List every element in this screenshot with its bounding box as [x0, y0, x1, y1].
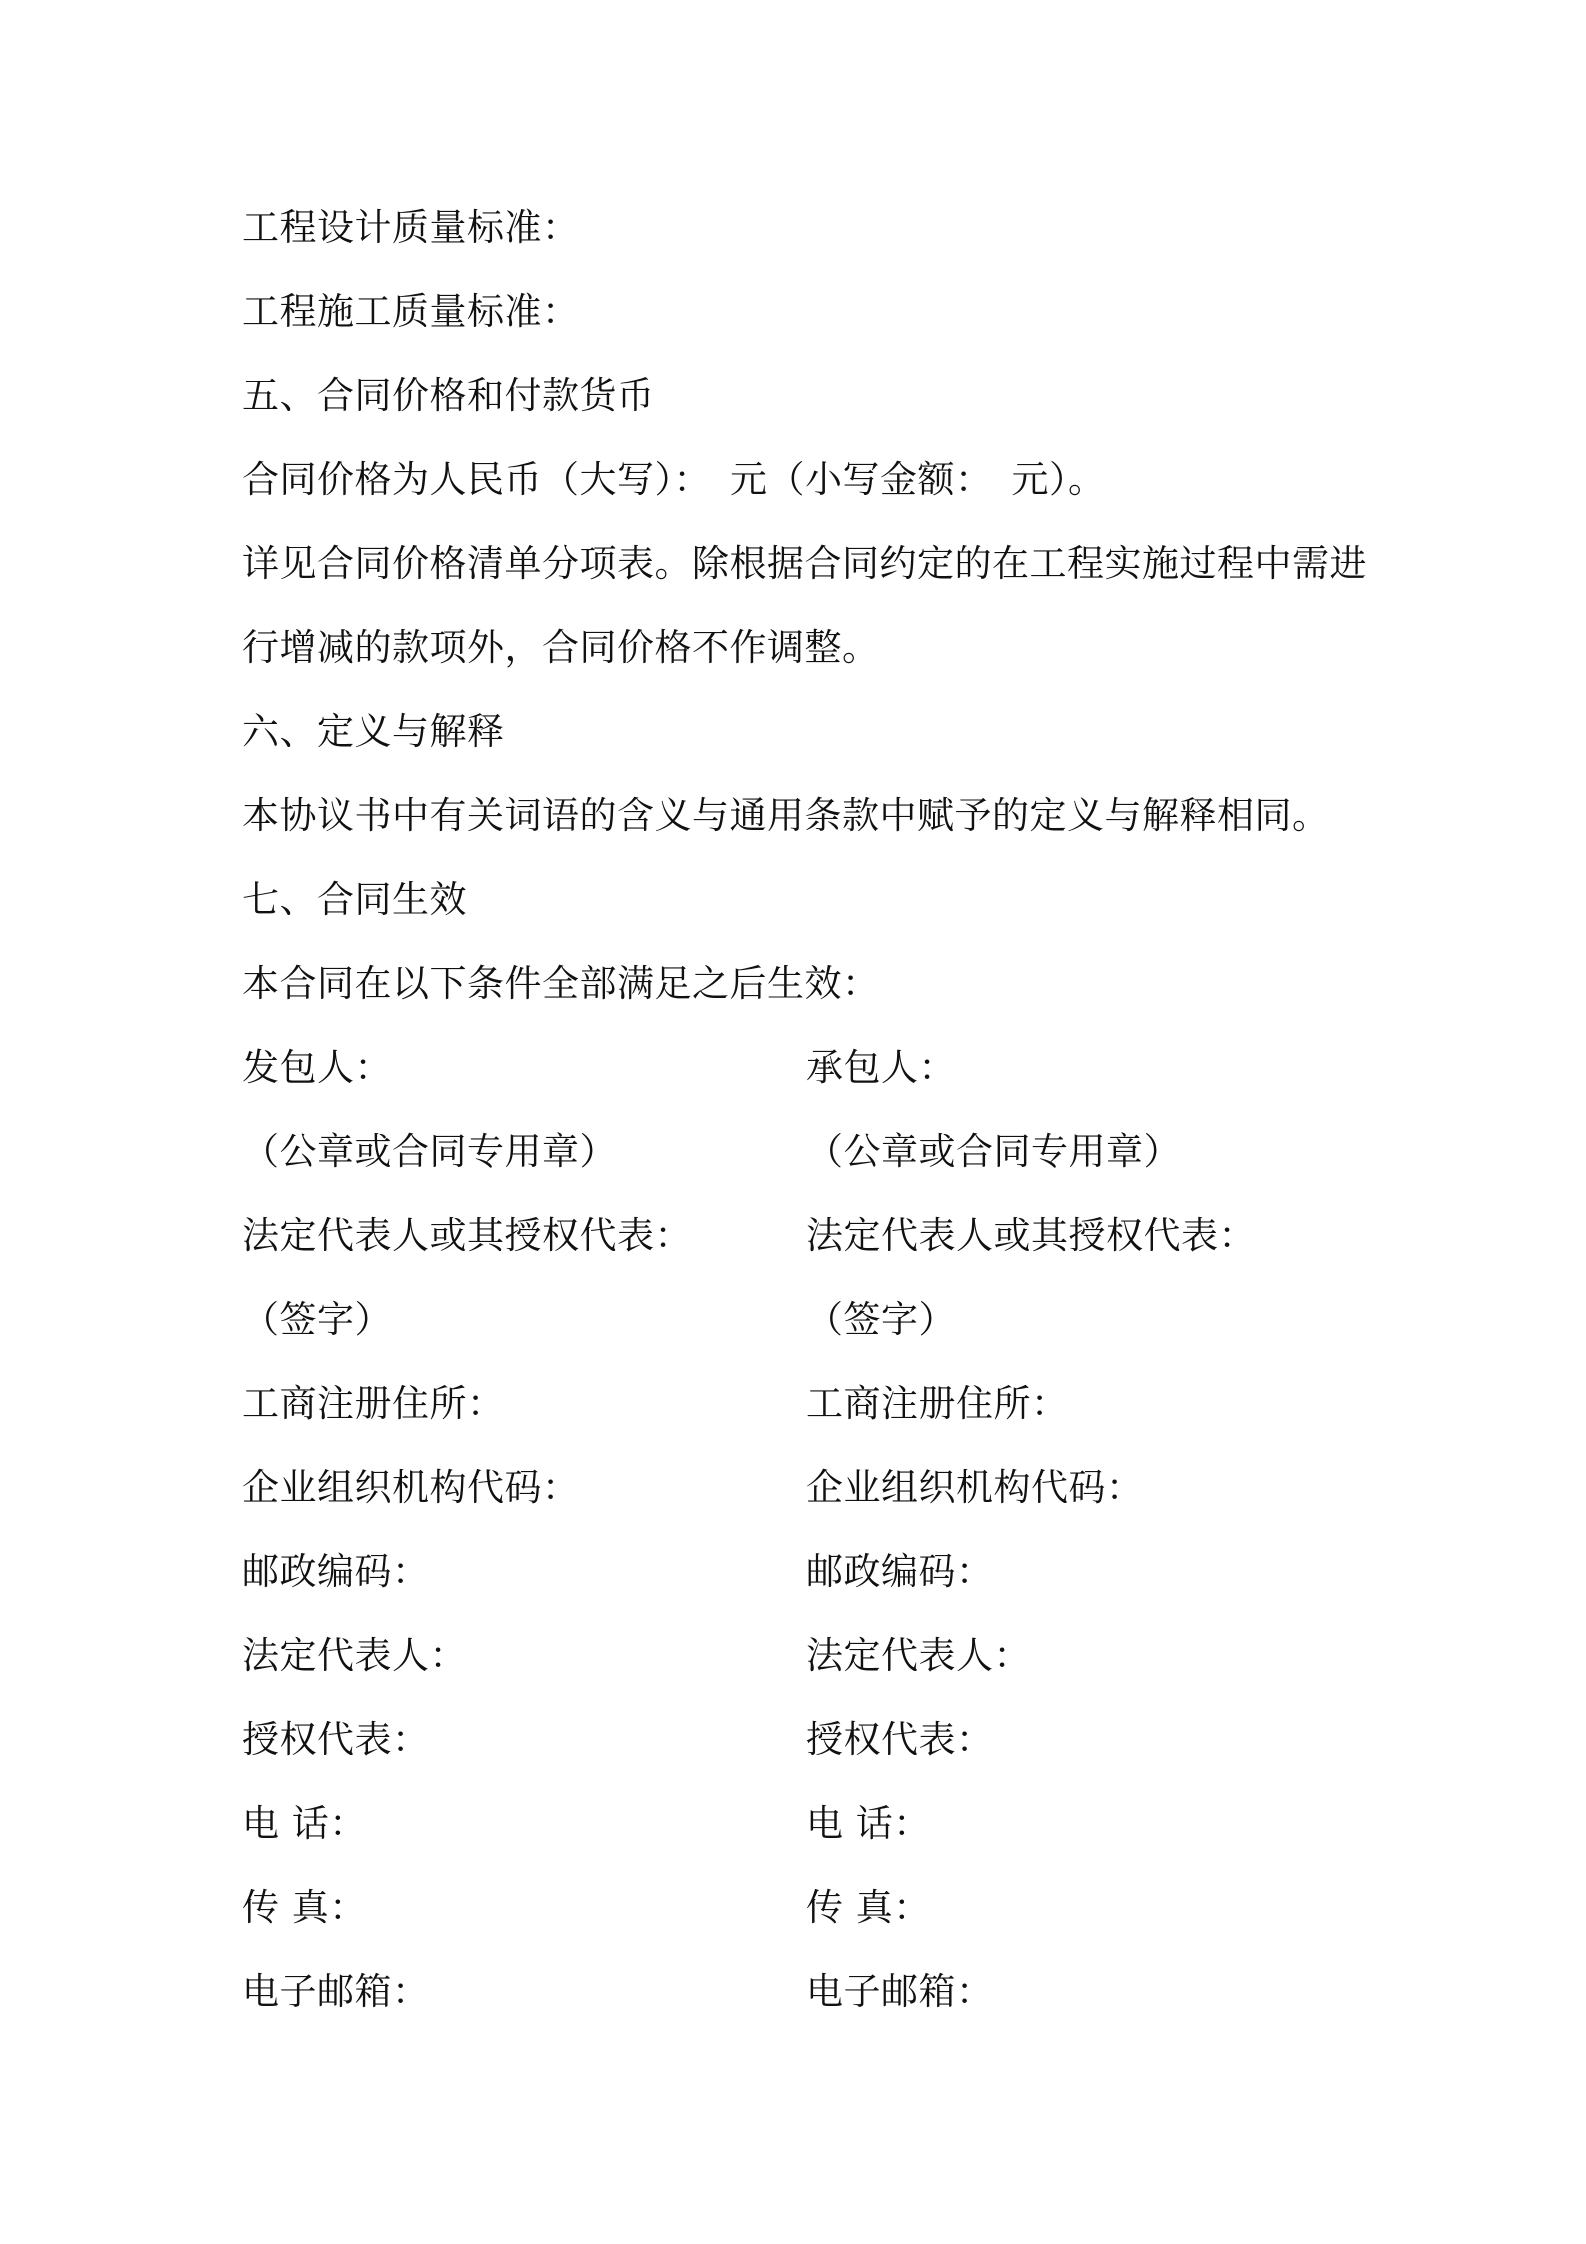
- employer-signature: （签字）: [242, 1298, 392, 1341]
- employer-representative: 法定代表人或其授权代表：: [242, 1214, 692, 1257]
- employer-address: 工商注册住所：: [242, 1382, 505, 1425]
- price-detail-line-2: 行增减的款项外，合同价格不作调整。: [242, 626, 880, 669]
- employer-email: 电子邮箱：: [242, 1970, 430, 2013]
- employer-authorized-rep: 授权代表：: [242, 1718, 430, 1761]
- section-heading-7: 七、合同生效: [242, 878, 467, 921]
- contractor-seal: （公章或合同专用章）: [806, 1130, 1181, 1173]
- price-detail-line-1: 详见合同价格清单分项表。除根据合同约定的在工程实施过程中需进: [242, 542, 1367, 585]
- contractor-signature: （签字）: [806, 1298, 956, 1341]
- employer-org-code: 企业组织机构代码：: [242, 1466, 580, 1509]
- contractor-address: 工商注册住所：: [806, 1382, 1069, 1425]
- contract-price-line: 合同价格为人民币（大写）： 元（小写金额： 元）。: [242, 458, 1106, 501]
- contractor-legal-rep: 法定代表人：: [806, 1634, 1031, 1677]
- section-heading-6: 六、定义与解释: [242, 710, 505, 753]
- section-heading-5: 五、合同价格和付款货币: [242, 374, 655, 417]
- definitions-paragraph: 本协议书中有关词语的含义与通用条款中赋予的定义与解释相同。: [242, 794, 1330, 837]
- employer-seal: （公章或合同专用章）: [242, 1130, 617, 1173]
- employer-postcode: 邮政编码：: [242, 1550, 430, 1593]
- contractor-representative: 法定代表人或其授权代表：: [806, 1214, 1256, 1257]
- contractor-label: 承包人：: [806, 1046, 956, 1089]
- contractor-phone: 电 话：: [806, 1802, 931, 1845]
- contractor-email: 电子邮箱：: [806, 1970, 994, 2013]
- contractor-postcode: 邮政编码：: [806, 1550, 994, 1593]
- employer-legal-rep: 法定代表人：: [242, 1634, 467, 1677]
- employer-phone: 电 话：: [242, 1802, 367, 1845]
- employer-fax: 传 真：: [242, 1886, 367, 1929]
- employer-label: 发包人：: [242, 1046, 392, 1089]
- contractor-org-code: 企业组织机构代码：: [806, 1466, 1144, 1509]
- effective-conditions: 本合同在以下条件全部满足之后生效：: [242, 962, 880, 1005]
- construction-quality-standard: 工程施工质量标准：: [242, 290, 580, 333]
- contractor-authorized-rep: 授权代表：: [806, 1718, 994, 1761]
- contractor-fax: 传 真：: [806, 1886, 931, 1929]
- design-quality-standard: 工程设计质量标准：: [242, 206, 580, 249]
